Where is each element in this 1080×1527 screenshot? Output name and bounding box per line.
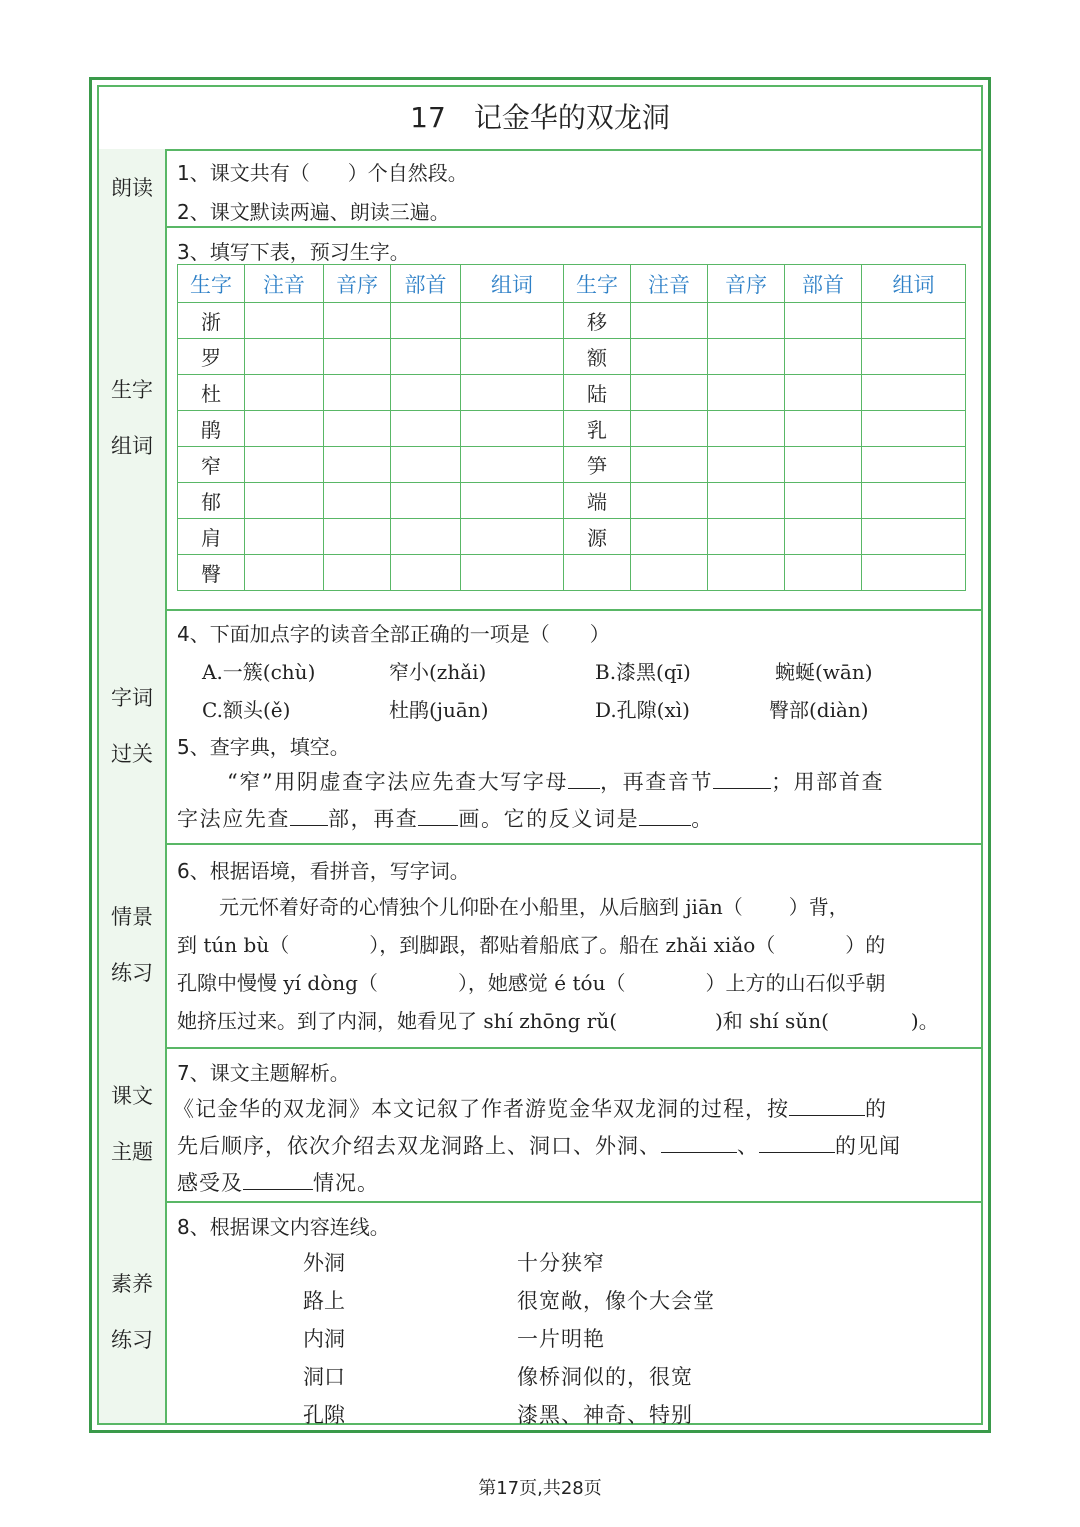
table-header-row [178,265,966,303]
q6-line-4 [177,1005,939,1034]
answer-cell[interactable] [862,339,966,375]
answer-cell[interactable] [708,411,785,447]
q7-line-3 [177,1167,379,1197]
match-right-item[interactable]: 十分狭窄 [517,1251,605,1275]
match-left-item[interactable]: 外洞 [303,1251,345,1275]
header-cell: 注音 [631,265,708,303]
text: 。 [691,807,714,831]
table-row [178,483,966,519]
table-row [178,339,966,375]
answer-cell[interactable] [324,339,391,375]
header-cell: 音序 [708,265,785,303]
char-cell: 杜 [178,375,245,411]
char-cell: 陆 [564,375,631,411]
option-d2: 臀部(diàn) [769,698,869,722]
character-table [177,264,966,591]
char-cell: 臀 [178,555,245,591]
question-4: 4、下面加点字的读音全部正确的一项是（ ） [177,622,610,646]
label-text: 课文 [111,1084,153,1108]
header-cell: 音序 [324,265,391,303]
match-left-item[interactable]: 孔隙 [303,1403,345,1427]
text: 画。它的反义词是 [458,807,640,831]
answer-cell[interactable] [785,447,862,483]
header-cell: 部首 [391,265,461,303]
answer-cell[interactable] [862,375,966,411]
q6-line-3 [177,967,885,996]
answer-cell[interactable] [324,375,391,411]
text: ）的 [845,933,886,957]
text: ）背， [788,895,849,919]
worksheet-frame [89,77,991,1433]
section-reading [99,149,981,228]
char-cell: 鹃 [178,411,245,447]
answer-cell[interactable] [631,519,708,555]
header-cell: 部首 [785,265,862,303]
char-cell: 郁 [178,483,245,519]
option-b1: B.漆黑(qī) [595,660,691,684]
answer-cell[interactable] [631,303,708,339]
answer-cell[interactable] [862,303,966,339]
blank-field[interactable] [243,1169,313,1190]
q1-before: 1、课文共有（ [177,161,310,185]
match-right-item[interactable]: 漆黑、神奇、特别 [517,1403,693,1427]
answer-cell[interactable] [785,411,862,447]
q6-line-1 [219,891,849,920]
answer-cell[interactable] [785,519,862,555]
lesson-title: 记金华的双龙洞 [473,101,670,134]
text: ），到脚跟，都贴着船底了。船在 zhǎi xiǎo（ [369,933,776,957]
section-label-chars [99,226,167,609]
text: 的 [865,1097,887,1121]
header-cell: 注音 [245,265,324,303]
answer-cell[interactable] [324,519,391,555]
answer-cell[interactable] [631,555,708,591]
question-6: 6、根据语境，看拼音，写字词。 [177,859,470,883]
answer-cell[interactable] [785,303,862,339]
answer-cell[interactable] [245,339,324,375]
text: )和 shí sǔn( [715,1009,829,1033]
answer-cell[interactable] [324,411,391,447]
text: ）上方的山石似乎朝 [705,971,886,995]
question-2: 2、课文默读两遍、朗读三遍。 [177,200,450,224]
char-cell: 肩 [178,519,245,555]
text: 到 tún bù（ [177,933,290,957]
answer-cell[interactable] [708,555,785,591]
match-right-item[interactable]: 很宽敞，像个大会堂 [517,1289,715,1313]
match-right-item[interactable]: 一片明艳 [517,1327,605,1351]
label-text: 字词 [111,686,153,710]
text: 情况。 [313,1171,379,1195]
text: 《记金华的双龙洞》本文记叙了作者游览金华双龙洞的过程，按 [173,1097,789,1121]
page-footer: 第17页,共28页 [478,1478,602,1499]
text: 她挤压过来。到了内洞，她看见了 shí zhōng rǔ( [177,1009,617,1033]
section-label-literacy [99,1201,167,1423]
answer-cell[interactable] [862,483,966,519]
section-label-reading [99,149,167,226]
blank-field[interactable] [713,768,771,789]
char-cell: 窄 [178,447,245,483]
q7-line-2 [177,1130,901,1160]
text: )。 [910,1009,939,1033]
question-8: 8、根据课文内容连线。 [177,1215,390,1239]
char-cell: 乳 [564,411,631,447]
answer-cell[interactable] [391,303,461,339]
label-text: 过关 [111,742,153,766]
answer-cell[interactable] [708,303,785,339]
blank-field[interactable] [661,1132,737,1153]
section-theme [99,1047,981,1203]
answer-cell[interactable] [461,339,564,375]
q1-after: ）个自然段。 [347,161,468,185]
answer-cell[interactable] [862,447,966,483]
lesson-number: 17 [410,101,446,134]
answer-cell[interactable] [461,483,564,519]
section-label-words [99,609,167,843]
text: ），她感觉 é tóu（ [457,971,626,995]
blank-field[interactable] [789,1095,865,1116]
label-text: 生字 [111,377,153,402]
match-left-item[interactable]: 洞口 [303,1365,345,1389]
answer-cell[interactable] [461,519,564,555]
text: 部，再查 [328,807,419,831]
option-c1: C.额头(ě) [202,698,291,722]
label-text: 情景 [111,905,153,929]
table-row [178,411,966,447]
label-text: 主题 [111,1140,153,1164]
section-chars [99,226,981,611]
char-cell [564,555,631,591]
char-cell: 端 [564,483,631,519]
answer-cell[interactable] [631,339,708,375]
table-row [178,519,966,555]
answer-cell[interactable] [461,555,564,591]
table-row [178,447,966,483]
answer-cell[interactable] [708,375,785,411]
answer-cell[interactable] [862,555,966,591]
q6-line-2 [177,929,885,958]
section-label-scene [99,843,167,1047]
answer-cell[interactable] [461,375,564,411]
label-text: 素养 [111,1272,153,1296]
answer-cell[interactable] [708,519,785,555]
table-row [178,303,966,339]
text: 先后顺序，依次介绍去双龙洞路上、洞口、外洞、 [177,1134,661,1158]
blank-field[interactable] [759,1132,835,1153]
answer-cell[interactable] [245,375,324,411]
page-title [99,87,981,151]
text: ，再查音节 [600,770,714,794]
match-left-item[interactable]: 内洞 [303,1327,345,1351]
text: 感受及 [177,1171,243,1195]
answer-cell[interactable] [708,339,785,375]
blank-field[interactable] [418,805,458,826]
blank-field[interactable] [290,805,328,826]
label-text: 练习 [111,1328,153,1352]
answer-cell[interactable] [631,375,708,411]
header-cell: 生字 [178,265,245,303]
text: 、 [737,1134,759,1158]
answer-cell[interactable] [245,447,324,483]
header-cell: 生字 [564,265,631,303]
answer-cell[interactable] [391,375,461,411]
answer-cell[interactable] [631,411,708,447]
option-a2: 窄小(zhǎi) [389,660,487,684]
answer-cell[interactable] [461,411,564,447]
answer-cell[interactable] [785,483,862,519]
header-cell: 组词 [862,265,966,303]
char-cell: 罗 [178,339,245,375]
char-cell: 源 [564,519,631,555]
answer-cell[interactable] [391,519,461,555]
section-literacy [99,1201,981,1427]
answer-cell[interactable] [391,555,461,591]
match-left-item[interactable]: 路上 [303,1289,345,1313]
answer-cell[interactable] [324,447,391,483]
question-3: 3、填写下表，预习生字。 [177,240,410,264]
answer-cell[interactable] [862,411,966,447]
answer-cell[interactable] [245,303,324,339]
answer-cell[interactable] [708,447,785,483]
answer-cell[interactable] [631,447,708,483]
answer-cell[interactable] [461,303,564,339]
text: ；用部首查 [771,770,885,794]
label-text: 朗读 [111,175,153,200]
q5-line-2 [177,803,714,833]
text: 孔隙中慢慢 yí dòng（ [177,971,378,995]
answer-cell[interactable] [324,483,391,519]
answer-cell[interactable] [461,447,564,483]
answer-cell[interactable] [862,519,966,555]
answer-cell[interactable] [245,411,324,447]
section-words [99,609,981,845]
text: 字法应先查 [177,807,290,831]
option-b2: 蜿蜒(wān) [775,660,873,684]
answer-cell[interactable] [785,555,862,591]
label-text: 组词 [111,433,153,458]
table-row [178,555,966,591]
header-cell: 组词 [461,265,564,303]
answer-cell[interactable] [391,411,461,447]
answer-cell[interactable] [391,483,461,519]
char-cell: 额 [564,339,631,375]
option-d1: D.孔隙(xì) [595,698,690,722]
answer-cell[interactable] [245,555,324,591]
text: 元元怀着好奇的心情独个儿仰卧在小船里，从后脑到 jiān（ [219,895,743,919]
text: 的见闻 [835,1134,901,1158]
question-5: 5、查字典，填空。 [177,735,350,759]
worksheet-inner [97,85,983,1425]
q7-line-1 [173,1093,887,1123]
answer-cell[interactable] [324,303,391,339]
answer-cell[interactable] [245,483,324,519]
char-cell: 浙 [178,303,245,339]
label-text: 练习 [111,961,153,985]
answer-cell[interactable] [391,447,461,483]
answer-cell[interactable] [245,519,324,555]
answer-cell[interactable] [708,483,785,519]
char-cell: 笋 [564,447,631,483]
answer-cell[interactable] [785,339,862,375]
table-row [178,375,966,411]
section-label-theme [99,1047,167,1201]
question-1 [177,157,468,186]
text: “窄”用阴虚查字法应先查大写字母 [227,770,569,794]
q5-line-1 [227,766,884,796]
char-cell: 移 [564,303,631,339]
blank-field[interactable] [568,768,600,789]
question-7: 7、课文主题解析。 [177,1061,350,1085]
answer-cell[interactable] [324,555,391,591]
answer-cell[interactable] [631,483,708,519]
answer-cell[interactable] [391,339,461,375]
section-scene [99,843,981,1049]
option-a1: A.一簇(chù) [202,660,316,684]
blank-field[interactable] [639,805,691,826]
match-right-item[interactable]: 像桥洞似的，很宽 [517,1365,693,1389]
answer-cell[interactable] [785,375,862,411]
option-c2: 杜鹃(juān) [389,698,489,722]
